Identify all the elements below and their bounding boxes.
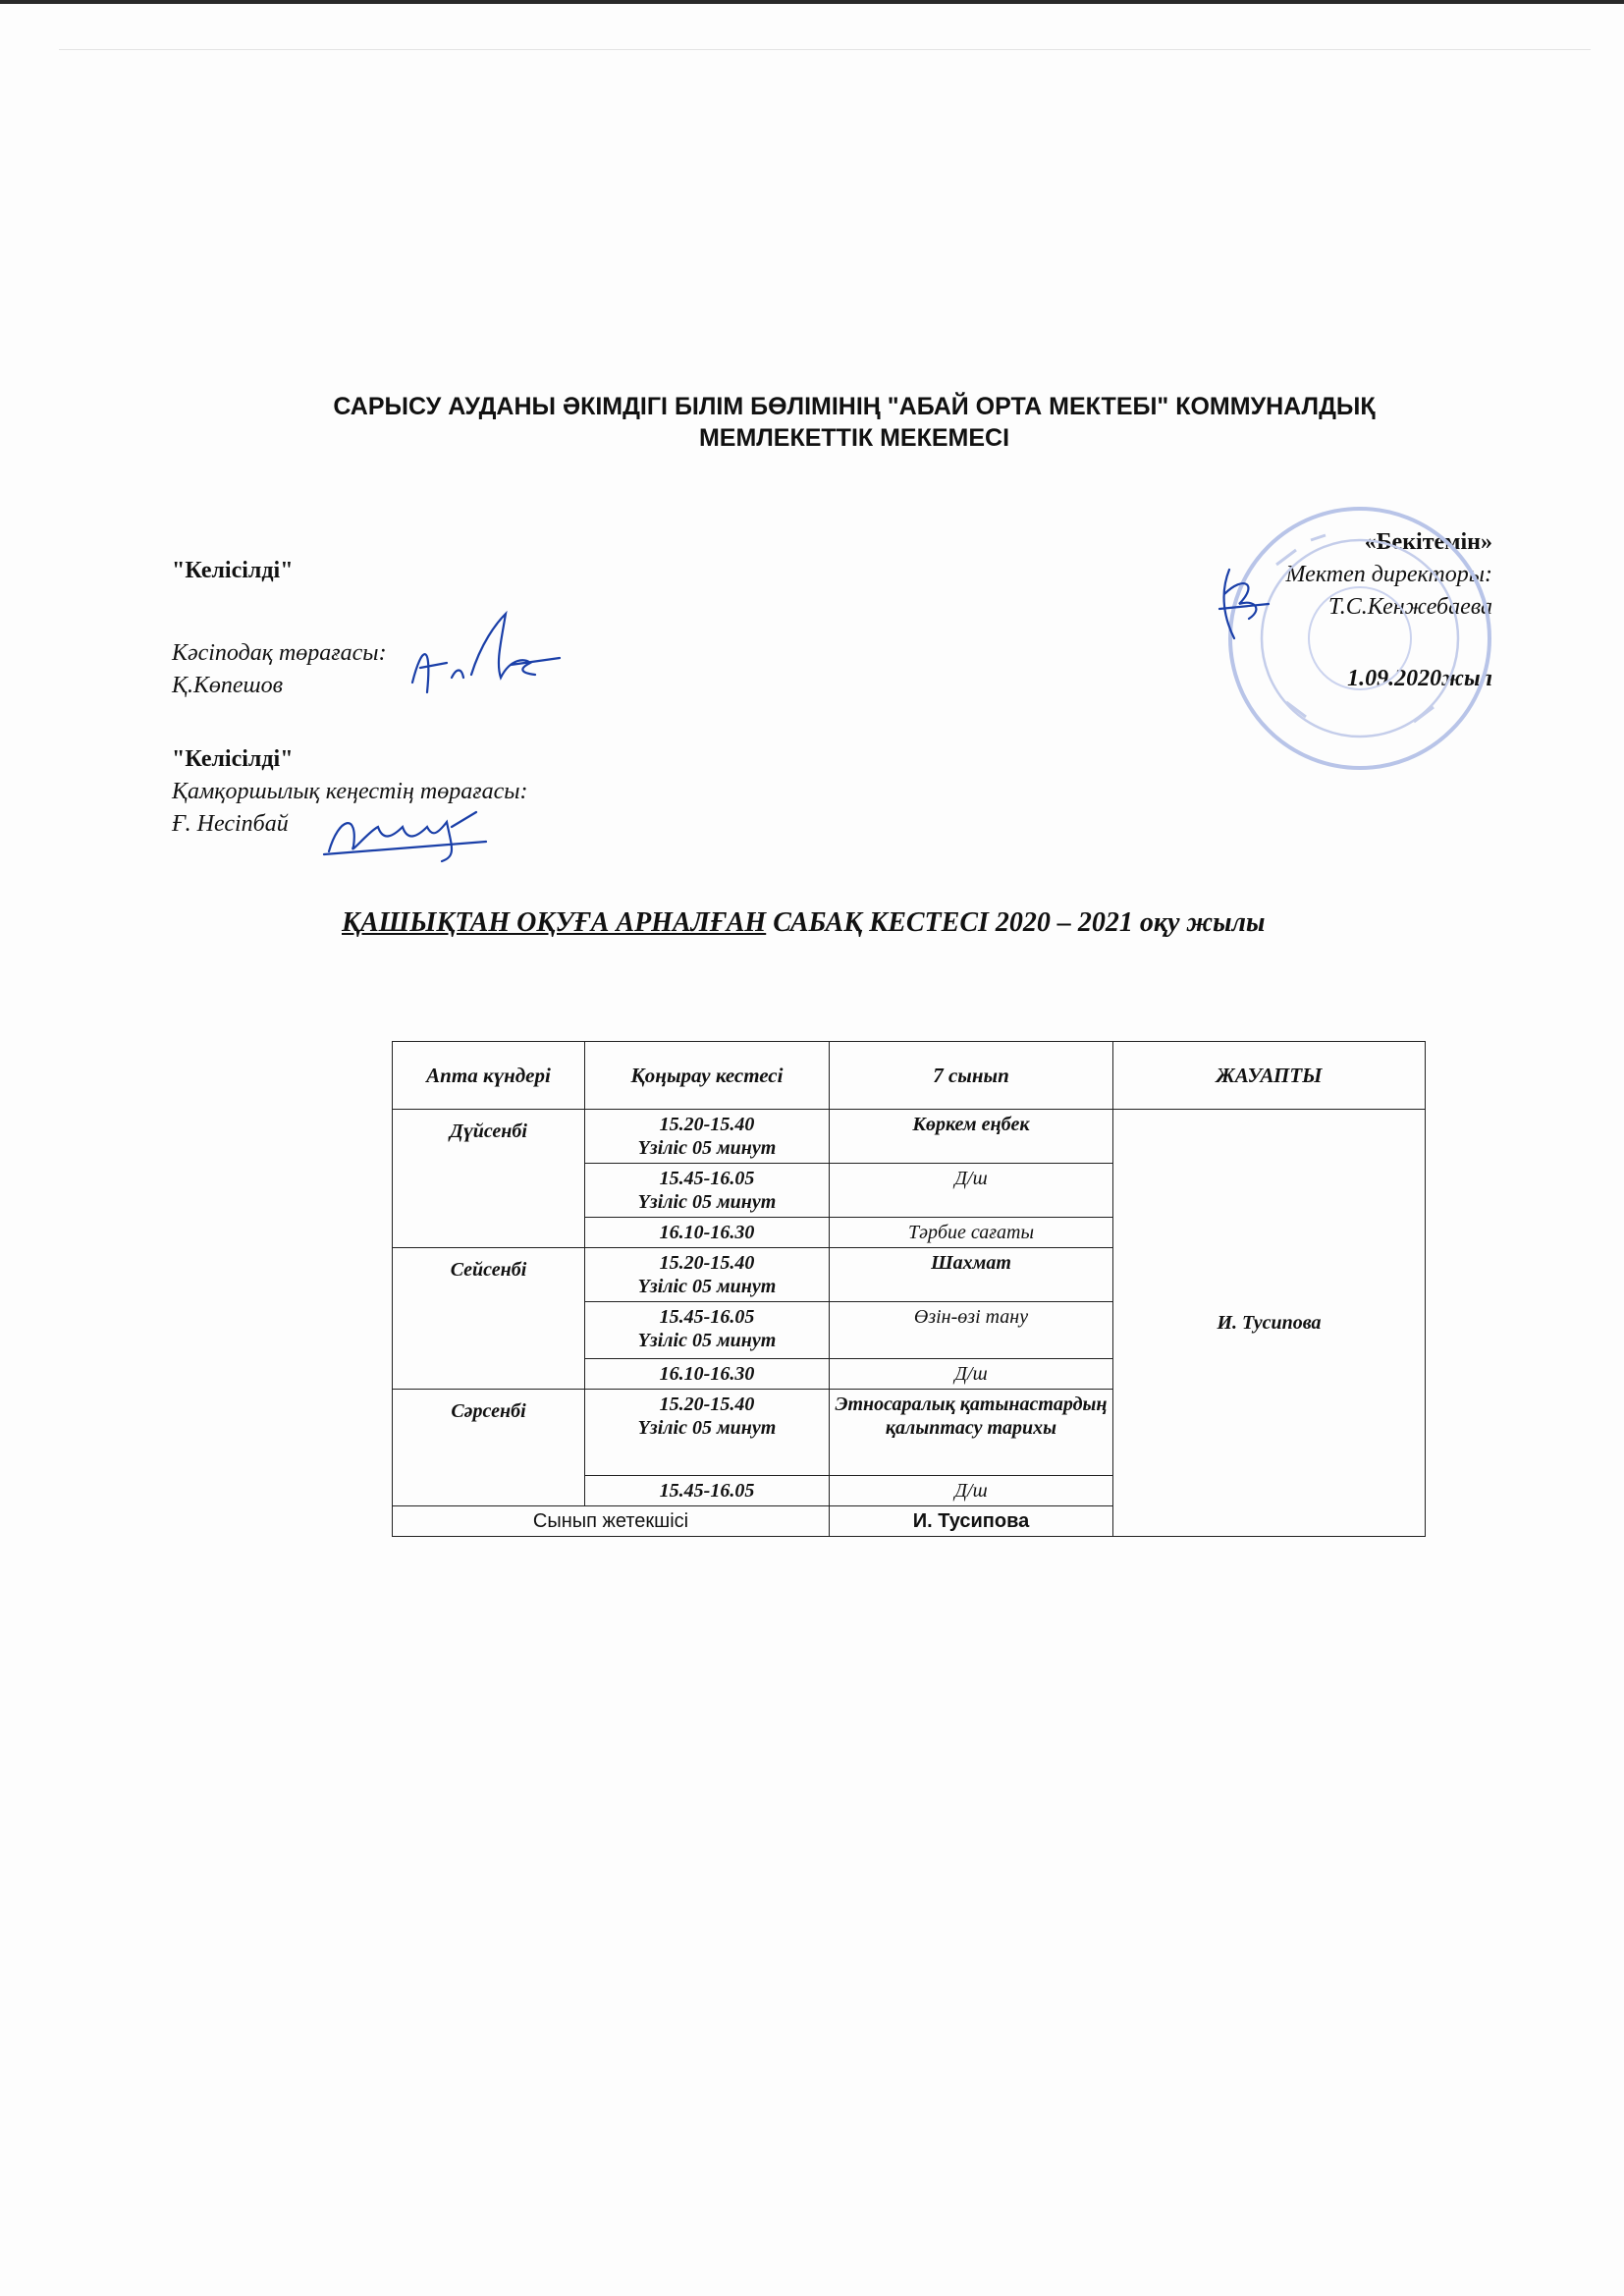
signature-director — [1210, 565, 1278, 643]
agreement-role: Кәсіподақ төрағасы: — [172, 640, 387, 666]
responsible-cell: И. Тусипова — [1113, 1110, 1426, 1537]
time-cell: 16.10-16.30 — [585, 1218, 830, 1248]
day-tuesday: Сейсенбі — [393, 1248, 585, 1390]
header-bell-schedule: Қоңырау кестесі — [585, 1042, 830, 1110]
agreement-name: Қ.Көпешов — [172, 673, 284, 698]
agreement-union — [172, 555, 387, 702]
day-monday: Дүйсенбі — [393, 1110, 585, 1248]
subject-cell: Көркем еңбек — [830, 1110, 1113, 1164]
schedule-heading-rest: САБАҚ КЕСТЕСІ 2020 – 2021 оқу жылы — [766, 907, 1266, 938]
organization-title-line-1: САРЫСУ АУДАНЫ ӘКІМДІГІ БІЛІМ БӨЛІМІНІҢ "АБАЙ ОРТА МЕКТЕБІ" КОММУНАЛДЫҚ — [333, 393, 1376, 420]
agreement-name: Ғ. Несіпбай — [172, 811, 289, 837]
organization-title — [167, 391, 1542, 454]
time-cell: 16.10-16.30 — [585, 1359, 830, 1390]
signature-board — [319, 797, 496, 866]
subject-cell: Тәрбие сағаты — [830, 1218, 1113, 1248]
time-cell: 15.45-16.05 Үзіліс 05 минут — [585, 1164, 830, 1218]
time-cell: 15.45-16.05 — [585, 1476, 830, 1506]
time-cell: 15.45-16.05 Үзіліс 05 минут — [585, 1302, 830, 1359]
subject-cell: Д/ш — [830, 1164, 1113, 1218]
subject-cell: Д/ш — [830, 1359, 1113, 1390]
approval-date: 1.09.2020жыл — [1347, 666, 1492, 691]
approval-role: Мектеп директоры: — [1285, 562, 1492, 587]
table-header-row — [393, 1042, 1426, 1110]
agreement-role: Қамқоршылық кеңестің төрағасы: — [172, 779, 528, 804]
scan-line — [59, 49, 1591, 50]
scan-edge — [0, 0, 1624, 4]
subject-cell: Өзін-өзі тану — [830, 1302, 1113, 1359]
schedule-heading-underlined: ҚАШЫҚТАН ОҚУҒА АРНАЛҒАН — [342, 907, 767, 938]
signature-union — [403, 604, 569, 702]
header-class: 7 сынып — [830, 1042, 1113, 1110]
header-weekdays: Апта күндері — [393, 1042, 585, 1110]
approval-label: «Бекітемін» — [1364, 529, 1492, 555]
organization-title-line-2: МЕМЛЕКЕТТІК МЕКЕМЕСІ — [698, 424, 1010, 452]
agreement-label: "Келісілді" — [172, 746, 294, 772]
time-cell: 15.20-15.40 Үзіліс 05 минут — [585, 1110, 830, 1164]
table-row — [393, 1110, 1426, 1164]
day-wednesday: Сәрсенбі — [393, 1390, 585, 1506]
subject-cell: Шахмат — [830, 1248, 1113, 1302]
schedule-table — [392, 1041, 1426, 1537]
footer-value: И. Тусипова — [830, 1506, 1113, 1537]
footer-label: Сынып жетекшісі — [393, 1506, 830, 1537]
time-cell: 15.20-15.40 Үзіліс 05 минут — [585, 1248, 830, 1302]
time-cell: 15.20-15.40 Үзіліс 05 минут — [585, 1390, 830, 1476]
approval-name: Т.С.Кенжебаева — [1327, 594, 1492, 620]
subject-cell: Этносаралық қатынастардың қалыптасу тарихы — [830, 1390, 1113, 1476]
schedule-heading — [342, 907, 1432, 939]
agreement-label: "Келісілді" — [172, 558, 294, 583]
subject-cell: Д/ш — [830, 1476, 1113, 1506]
header-responsible: ЖАУАПТЫ — [1113, 1042, 1426, 1110]
